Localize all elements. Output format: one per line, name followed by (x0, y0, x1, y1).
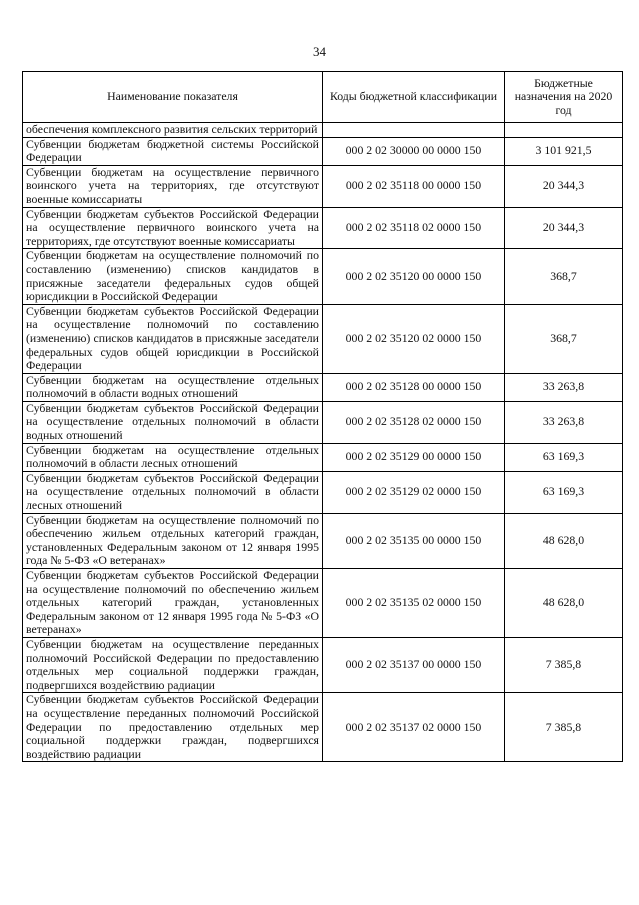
header-code: Коды бюджетной классификации (323, 72, 505, 123)
cell-name: Субвенции бюджетам на осуществление полномочий по составлению (изменению) списков кандидатов в присяжные заседатели федеральных судов общей юрисдикции в Российской Федерации (23, 249, 323, 304)
table-row (23, 165, 623, 207)
header-name: Наименование показателя (23, 72, 323, 123)
cell-name: Субвенции бюджетам субъектов Российской Федерации на осуществление отдельных полномочий в области водных отношений (23, 401, 323, 443)
cell-value: 33 263,8 (505, 401, 623, 443)
cell-value: 7 385,8 (505, 637, 623, 692)
cell-value: 63 169,3 (505, 471, 623, 513)
cell-name: обеспечения комплексного развития сельских территорий (23, 123, 323, 138)
cell-code: 000 2 02 35137 00 0000 150 (323, 637, 505, 692)
cell-value: 20 344,3 (505, 165, 623, 207)
cell-name: Субвенции бюджетам на осуществление полномочий по обеспечению жильем отдельных категорий граждан, установленных Федеральным законом от 12 января 1995 года № 5-ФЗ «О ветеранах» (23, 513, 323, 568)
cell-value: 48 628,0 (505, 513, 623, 568)
cell-value: 20 344,3 (505, 207, 623, 249)
cell-name: Субвенции бюджетам субъектов Российской Федерации на осуществление первичного воинского учета на территориях, где отсутствуют военные комиссариаты (23, 207, 323, 249)
cell-name: Субвенции бюджетам субъектов Российской Федерации на осуществление переданных полномочий Российской Федерации по предоставлению отдельных мер социальной поддержки граждан, подвергшихся воздействию радиации (23, 693, 323, 762)
budget-table (22, 71, 623, 762)
cell-code: 000 2 02 35118 00 0000 150 (323, 165, 505, 207)
cell-name: Субвенции бюджетам на осуществление отдельных полномочий в области лесных отношений (23, 443, 323, 471)
cell-code: 000 2 02 35129 00 0000 150 (323, 443, 505, 471)
cell-name: Субвенции бюджетам на осуществление отдельных полномочий в области водных отношений (23, 373, 323, 401)
table-body (23, 123, 623, 762)
table-row (23, 249, 623, 304)
cell-name: Субвенции бюджетам на осуществление переданных полномочий Российской Федерации по предоставлению отдельных мер социальной поддержки граждан, подвергшихся воздействию радиации (23, 637, 323, 692)
cell-value: 7 385,8 (505, 693, 623, 762)
page-number: 34 (313, 44, 326, 59)
table-row (23, 304, 623, 373)
cell-code: 000 2 02 35137 02 0000 150 (323, 693, 505, 762)
cell-code: 000 2 02 35135 02 0000 150 (323, 569, 505, 638)
cell-value: 368,7 (505, 304, 623, 373)
table-row (23, 471, 623, 513)
cell-code: 000 2 02 35129 02 0000 150 (323, 471, 505, 513)
cell-name: Субвенции бюджетам субъектов Российской Федерации на осуществление отдельных полномочий в области лесных отношений (23, 471, 323, 513)
cell-name: Субвенции бюджетам субъектов Российской Федерации на осуществление полномочий по составлению (изменению) списков кандидатов в присяжные заседатели федеральных судов общей юрисдикции в Российской Федерации (23, 304, 323, 373)
cell-value (505, 123, 623, 138)
table-row (23, 443, 623, 471)
table-row (23, 137, 623, 165)
cell-value: 368,7 (505, 249, 623, 304)
cell-code: 000 2 02 35128 00 0000 150 (323, 373, 505, 401)
table-row (23, 373, 623, 401)
cell-name: Субвенции бюджетам субъектов Российской Федерации на осуществление полномочий по обеспечению жильем отдельных категорий граждан, установленных Федеральным законом от 12 января 1995 года № 5-ФЗ «О ветеранах» (23, 569, 323, 638)
cell-value: 48 628,0 (505, 569, 623, 638)
cell-code: 000 2 02 35135 00 0000 150 (323, 513, 505, 568)
table-row (23, 569, 623, 638)
cell-value: 33 263,8 (505, 373, 623, 401)
cell-name: Субвенции бюджетам на осуществление первичного воинского учета на территориях, где отсутствуют военные комиссариаты (23, 165, 323, 207)
table-row (23, 693, 623, 762)
table-row (23, 513, 623, 568)
cell-name: Субвенции бюджетам бюджетной системы Российской Федерации (23, 137, 323, 165)
cell-code: 000 2 02 35128 02 0000 150 (323, 401, 505, 443)
table-row (23, 207, 623, 249)
cell-code: 000 2 02 35120 00 0000 150 (323, 249, 505, 304)
cell-value: 3 101 921,5 (505, 137, 623, 165)
header-value: Бюджетные назначения на 2020 год (505, 72, 623, 123)
cell-code: 000 2 02 30000 00 0000 150 (323, 137, 505, 165)
cell-code: 000 2 02 35118 02 0000 150 (323, 207, 505, 249)
table-row (23, 401, 623, 443)
table-row (23, 123, 623, 138)
cell-code: 000 2 02 35120 02 0000 150 (323, 304, 505, 373)
cell-value: 63 169,3 (505, 443, 623, 471)
cell-code (323, 123, 505, 138)
table-header-row (23, 72, 623, 123)
table-row (23, 637, 623, 692)
